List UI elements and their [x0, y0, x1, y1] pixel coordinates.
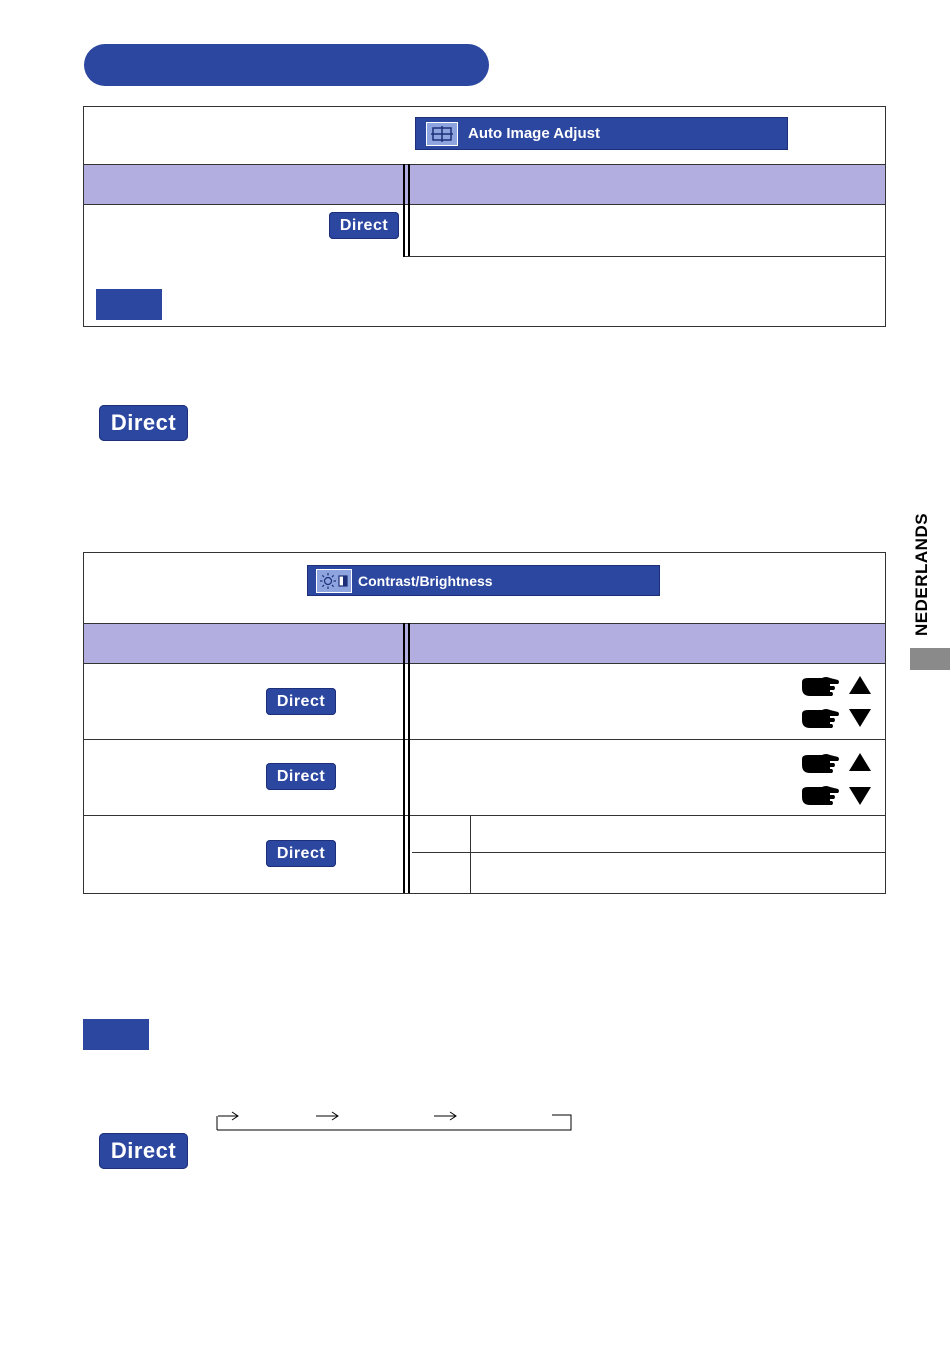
table2-divider-row1	[84, 739, 885, 740]
position-grid-icon	[426, 122, 458, 146]
table2-divider-row2	[84, 815, 885, 816]
note-marker-1	[96, 289, 162, 320]
table1-divider-row	[405, 256, 885, 257]
table2-divider-header	[84, 663, 885, 664]
table2-column-rule-a	[403, 623, 405, 893]
table2-header-band	[84, 623, 885, 664]
contrast-brightness-label: Contrast/Brightness	[358, 572, 493, 589]
table1-column-rule-a	[403, 164, 405, 257]
language-side-label: NEDERLANDS	[912, 512, 931, 636]
table1-column-rule-b	[408, 164, 410, 257]
table2-subcolumn-rule	[470, 815, 471, 893]
triangle-up-icon	[849, 676, 871, 694]
triangle-up-icon	[849, 753, 871, 771]
brightness-contrast-icon	[316, 569, 352, 593]
mode-direct-badge: Direct	[266, 840, 336, 867]
auto-image-adjust-label: Auto Image Adjust	[468, 125, 600, 142]
table1-divider-header	[84, 204, 885, 205]
table2-divider-subrow	[412, 852, 885, 853]
auto-image-adjust-banner	[415, 117, 788, 150]
contrast-direct-badge: Direct	[266, 688, 336, 715]
section-title-pill	[84, 44, 489, 86]
table1-header-band	[84, 164, 885, 205]
table2-column-rule-b	[408, 623, 410, 893]
pointing-hand-icon	[800, 706, 840, 730]
pointing-hand-icon	[800, 751, 840, 775]
contrast-brightness-banner	[307, 565, 660, 596]
table1-divider-top	[84, 164, 885, 165]
table2-divider-top	[84, 623, 885, 624]
triangle-down-icon	[849, 787, 871, 805]
auto-adjust-direct-badge: Direct	[329, 212, 399, 239]
pointing-hand-icon	[800, 674, 840, 698]
pointing-hand-icon	[800, 783, 840, 807]
language-side-tab	[910, 648, 950, 670]
note-marker-2	[83, 1019, 149, 1050]
contrast-brightness-table	[83, 552, 886, 894]
triangle-down-icon	[849, 709, 871, 727]
direct-key-badge-1: Direct	[99, 405, 188, 441]
mode-cycle-diagram	[216, 1108, 572, 1132]
direct-key-badge-2: Direct	[99, 1133, 188, 1169]
brightness-direct-badge: Direct	[266, 763, 336, 790]
